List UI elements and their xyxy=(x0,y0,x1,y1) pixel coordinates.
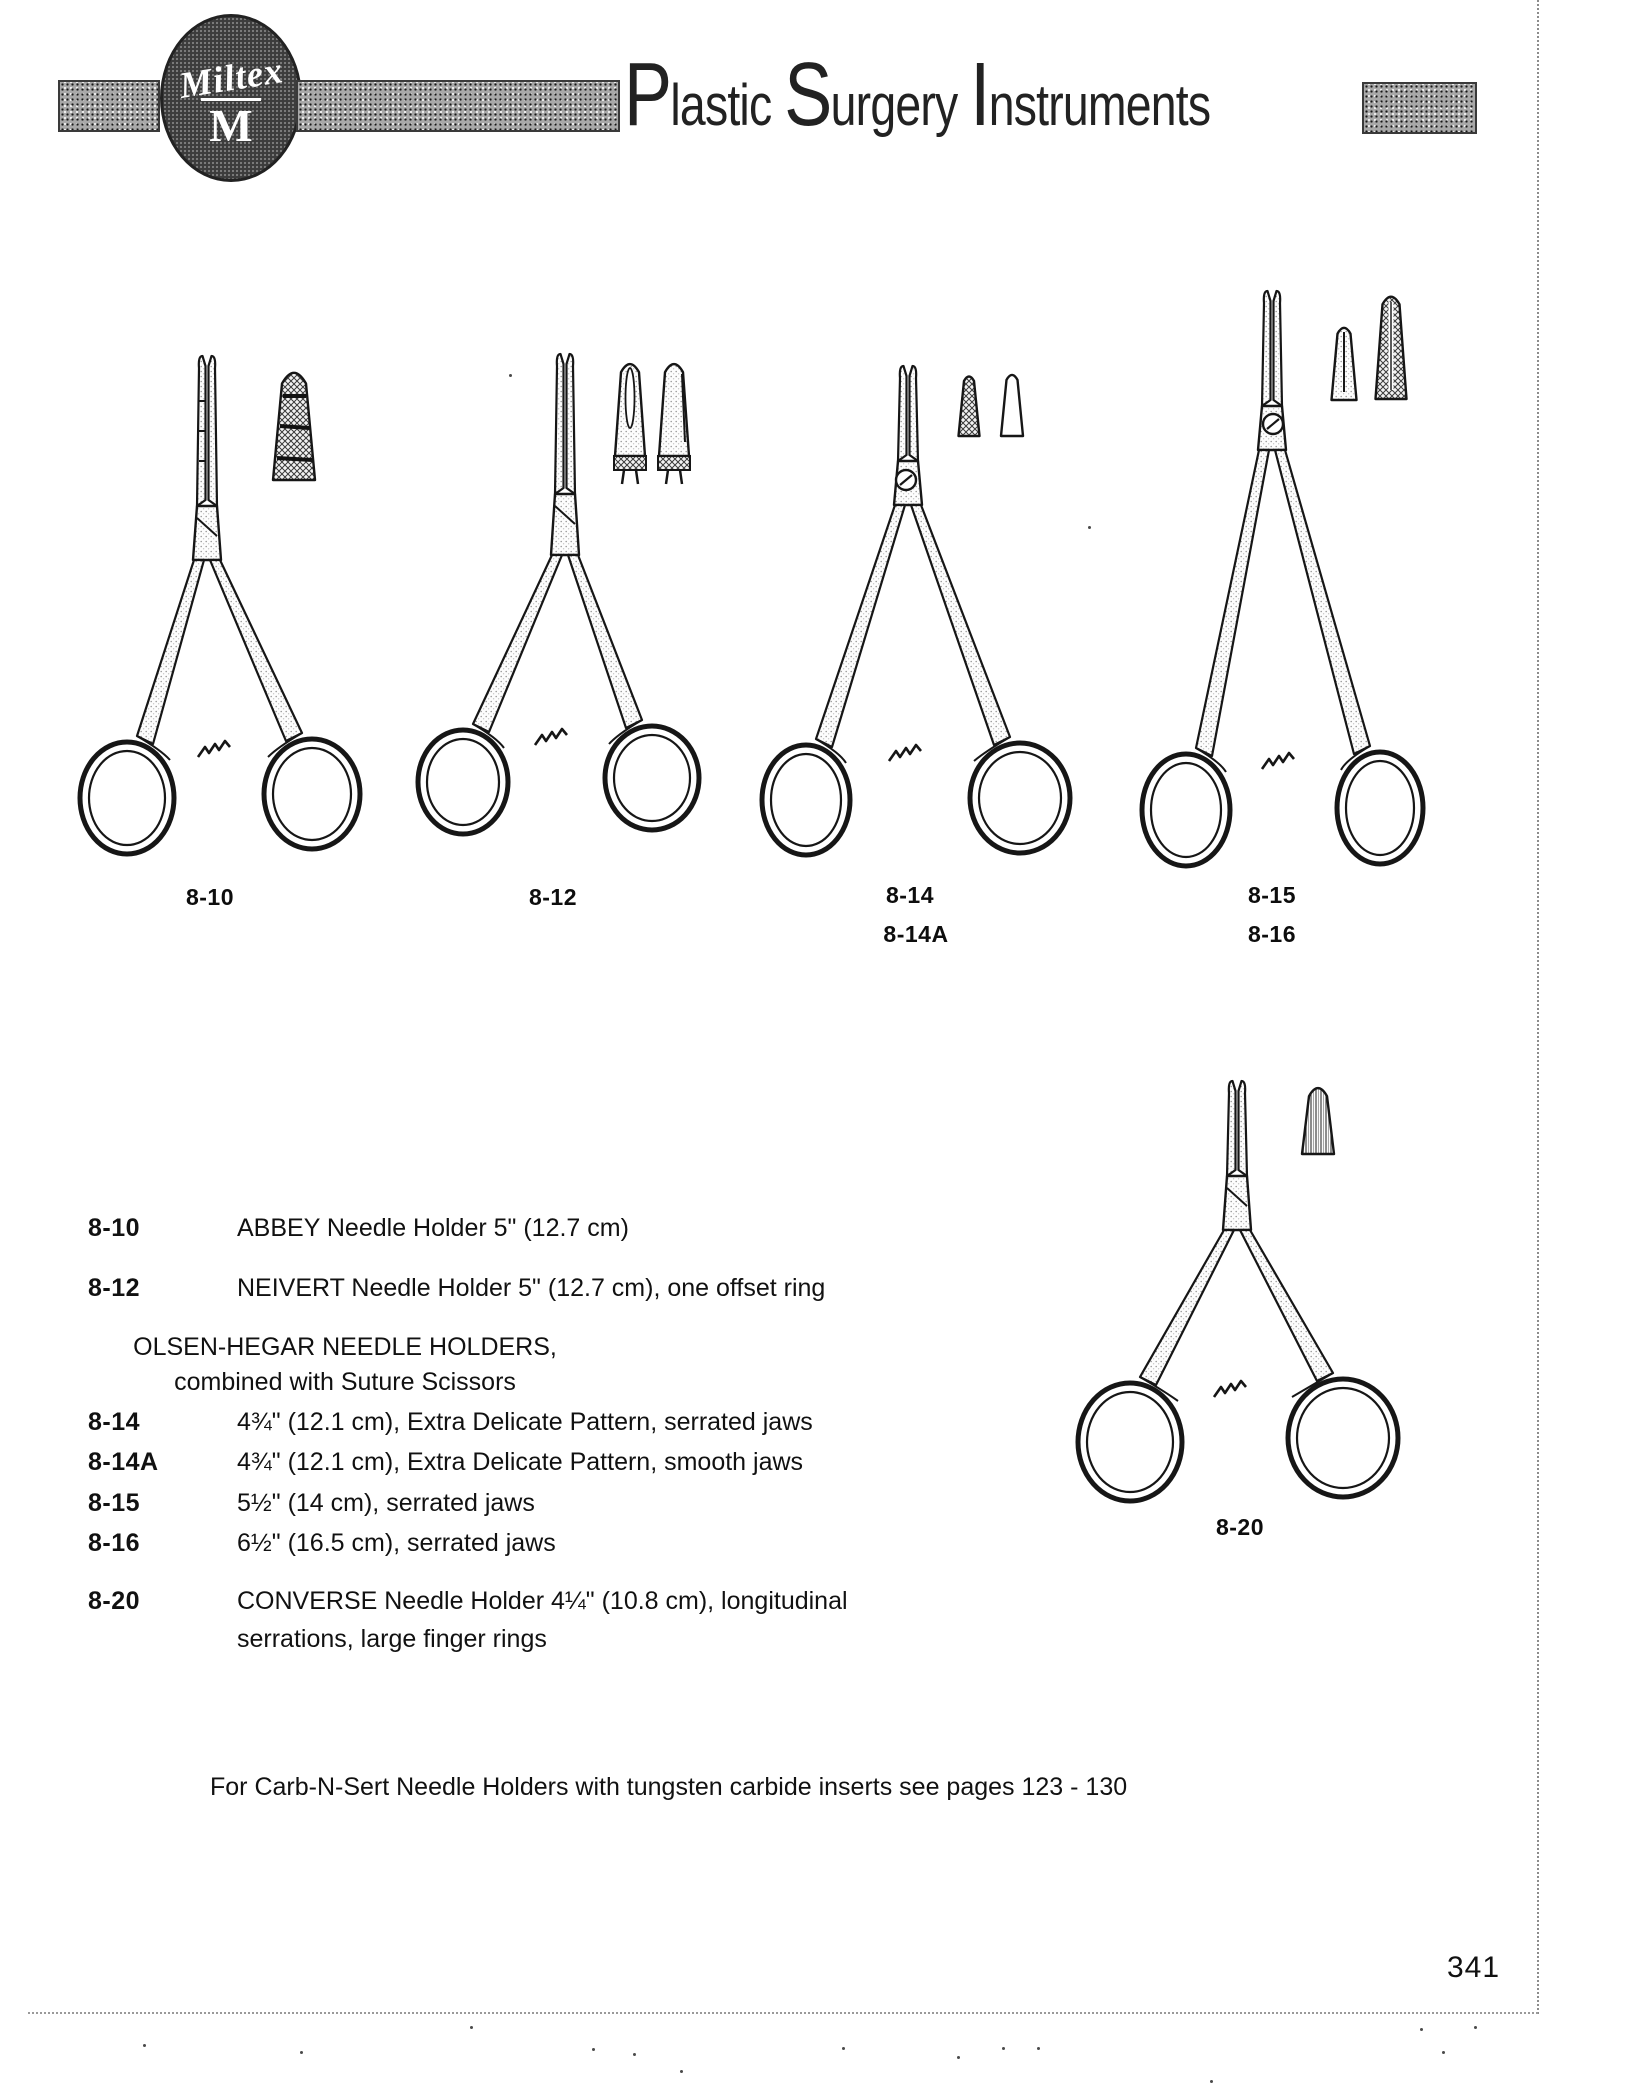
catalog-desc: 4¾" (12.1 cm), Extra Delicate Pattern, smooth jaws xyxy=(237,1448,804,1476)
catalog-code: 8-10 xyxy=(88,1214,141,1242)
header-rule-left xyxy=(58,80,160,132)
noise-dot xyxy=(842,2047,845,2050)
catalog-row xyxy=(0,1587,1646,1617)
header-rule-right xyxy=(1362,82,1477,134)
scan-edge-vertical-line xyxy=(1537,0,1539,2014)
noise-dot xyxy=(592,2048,595,2051)
brand-script-text: Miltex xyxy=(176,50,286,107)
noise-dot xyxy=(300,2051,303,2054)
catalog-row xyxy=(0,1214,1646,1244)
noise-dot xyxy=(1420,2028,1423,2031)
noise-dot xyxy=(1442,2051,1445,2054)
catalog-desc: CONVERSE Needle Holder 4¼" (10.8 cm), longitudinal xyxy=(237,1587,848,1615)
catalog-code: 8-12 xyxy=(88,1274,141,1302)
catalog-desc: 6½" (16.5 cm), serrated jaws xyxy=(237,1529,556,1557)
noise-dot xyxy=(1474,2026,1477,2029)
catalog-desc: NEIVERT Needle Holder 5" (12.7 cm), one offset ring xyxy=(237,1274,826,1302)
miltex-logo xyxy=(160,14,302,182)
noise-dot xyxy=(143,2044,146,2047)
noise-dot xyxy=(509,374,512,377)
group-heading-line2: combined with Suture Scissors xyxy=(174,1368,516,1396)
noise-dot xyxy=(1210,2080,1213,2083)
catalog-row xyxy=(0,1408,1646,1438)
catalog-code: 8-16 xyxy=(88,1529,141,1557)
figure-label-8-15: 8-15 xyxy=(1247,882,1297,908)
scan-edge-horizontal-line xyxy=(28,2012,1538,2014)
catalog-desc: ABBEY Needle Holder 5" (12.7 cm) xyxy=(237,1214,629,1242)
figure-label-8-16: 8-16 xyxy=(1247,921,1297,947)
brand-initial: M xyxy=(201,98,260,149)
catalog-row xyxy=(0,1274,1646,1304)
figure-label-8-14A: 8-14A xyxy=(883,921,949,947)
catalog-code: 8-20 xyxy=(88,1587,141,1615)
catalog-row xyxy=(0,1448,1646,1478)
catalog-desc-line2: serrations, large finger rings xyxy=(237,1625,547,1653)
page-title: Plastic Surgery Instruments xyxy=(624,45,1211,145)
page-number: 341 xyxy=(1447,1951,1501,1984)
noise-dot xyxy=(957,2056,960,2059)
catalog-row xyxy=(0,1489,1646,1519)
catalog-code: 8-15 xyxy=(88,1489,141,1517)
group-heading-line1: OLSEN-HEGAR NEEDLE HOLDERS, xyxy=(133,1333,557,1361)
catalog-row-continuation xyxy=(0,1625,1646,1655)
catalog-code: 8-14 xyxy=(88,1408,141,1436)
catalog-row xyxy=(0,1529,1646,1559)
carb-n-sert-note: For Carb-N-Sert Needle Holders with tungsten carbide inserts see pages 123 - 130 xyxy=(210,1773,1128,1801)
noise-dot xyxy=(470,2026,473,2029)
catalog-desc: 4¾" (12.1 cm), Extra Delicate Pattern, serrated jaws xyxy=(237,1408,813,1436)
header-rule-mid xyxy=(296,80,620,132)
figure-label-8-10: 8-10 xyxy=(185,884,235,910)
figure-label-8-14: 8-14 xyxy=(885,882,935,908)
catalog-desc: 5½" (14 cm), serrated jaws xyxy=(237,1489,535,1517)
catalog-code: 8-14A xyxy=(88,1448,159,1476)
noise-dot xyxy=(680,2070,683,2073)
figure-label-8-20: 8-20 xyxy=(1215,1514,1265,1540)
noise-dot xyxy=(1037,2047,1040,2050)
figure-label-8-12: 8-12 xyxy=(528,884,578,910)
noise-dot xyxy=(1088,526,1091,529)
noise-dot xyxy=(1002,2047,1005,2050)
noise-dot xyxy=(633,2053,636,2056)
